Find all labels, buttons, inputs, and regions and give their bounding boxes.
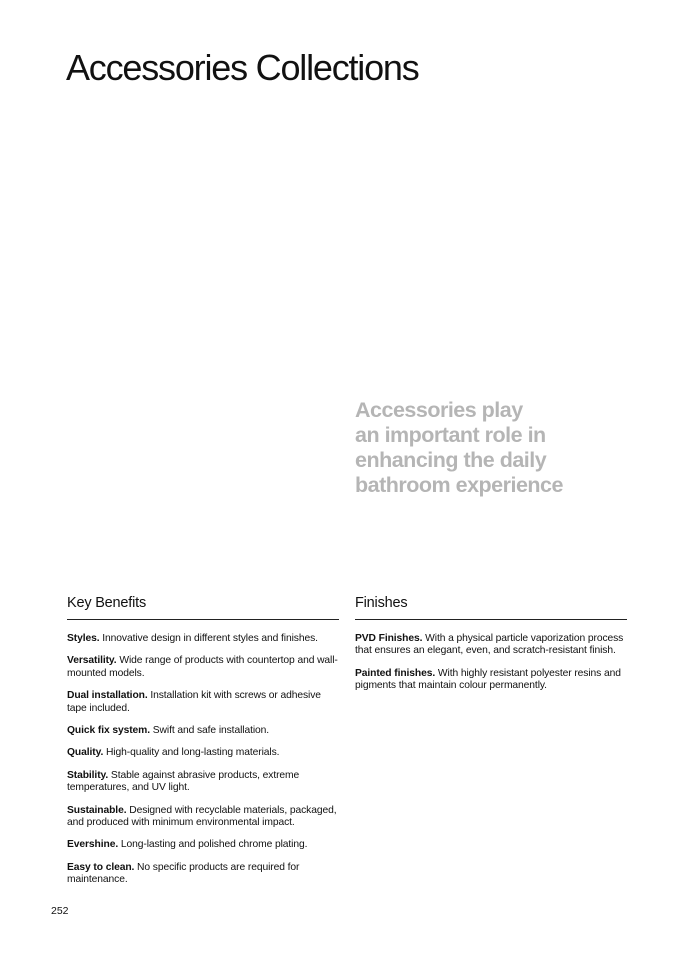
benefit-item — [67, 770, 339, 795]
benefit-item — [67, 633, 339, 645]
tagline-line: Accessories play — [355, 398, 523, 422]
tagline-line: enhancing the daily — [355, 448, 547, 472]
finish-item — [355, 633, 627, 658]
benefit-text: Wide range of products with countertop and wall-mounted models. — [67, 655, 338, 679]
benefit-title: Styles. — [67, 633, 100, 644]
benefit-item — [67, 862, 339, 887]
benefit-title: Quick fix system. — [67, 725, 151, 737]
benefit-title: Stability. — [67, 769, 109, 781]
tagline — [355, 398, 655, 498]
tagline-line: an important role in — [355, 423, 546, 447]
benefit-text: Designed with recyclable materials, packaged, and produced with minimum environmental impact. — [67, 804, 337, 829]
benefit-text: No specific products are required for maintenance. — [67, 861, 300, 886]
benefit-title: Easy to clean. — [67, 861, 135, 873]
benefit-item — [67, 839, 339, 851]
benefit-item — [67, 805, 339, 830]
key-benefits-section — [67, 592, 339, 897]
key-benefits-heading: Key Benefits — [67, 592, 339, 620]
finishes-list — [355, 633, 627, 693]
benefit-title: Versatility. — [67, 655, 117, 667]
page-number: 252 — [51, 905, 69, 917]
finish-text: With a physical particle vaporization process that ensures an elegant, even, and scratch-resistant finish. — [355, 633, 624, 657]
benefit-text: Stable against abrasive products, extreme temperatures, and UV light. — [67, 769, 300, 794]
benefit-text: Innovative design in different styles and finishes. — [102, 633, 318, 644]
benefit-title: Dual installation. — [67, 690, 148, 702]
benefit-item — [67, 690, 339, 715]
benefit-text: Swift and safe installation. — [152, 725, 270, 737]
page-title: Accessories Collections — [66, 47, 419, 88]
key-benefits-list — [67, 633, 339, 887]
benefit-title: Evershine. — [67, 839, 119, 851]
benefit-title: Sustainable. — [67, 804, 127, 816]
benefit-item — [67, 747, 339, 759]
benefit-item — [67, 725, 339, 737]
benefit-text: High-quality and long-lasting materials. — [105, 747, 280, 759]
benefit-text: Long-lasting and polished chrome plating. — [120, 839, 308, 851]
finish-title: PVD Finishes. — [355, 633, 423, 644]
tagline-line: bathroom experience — [355, 473, 563, 497]
finish-item — [355, 668, 627, 693]
finishes-section — [355, 592, 627, 703]
benefit-item — [67, 655, 339, 680]
finishes-heading: Finishes — [355, 592, 627, 620]
finish-text: With highly resistant polyester resins and pigments that maintain colour permanently. — [355, 667, 621, 692]
finish-title: Painted finishes. — [355, 667, 436, 679]
benefit-title: Quality. — [67, 747, 104, 759]
benefit-text: Installation kit with screws or adhesive tape included. — [67, 690, 321, 714]
